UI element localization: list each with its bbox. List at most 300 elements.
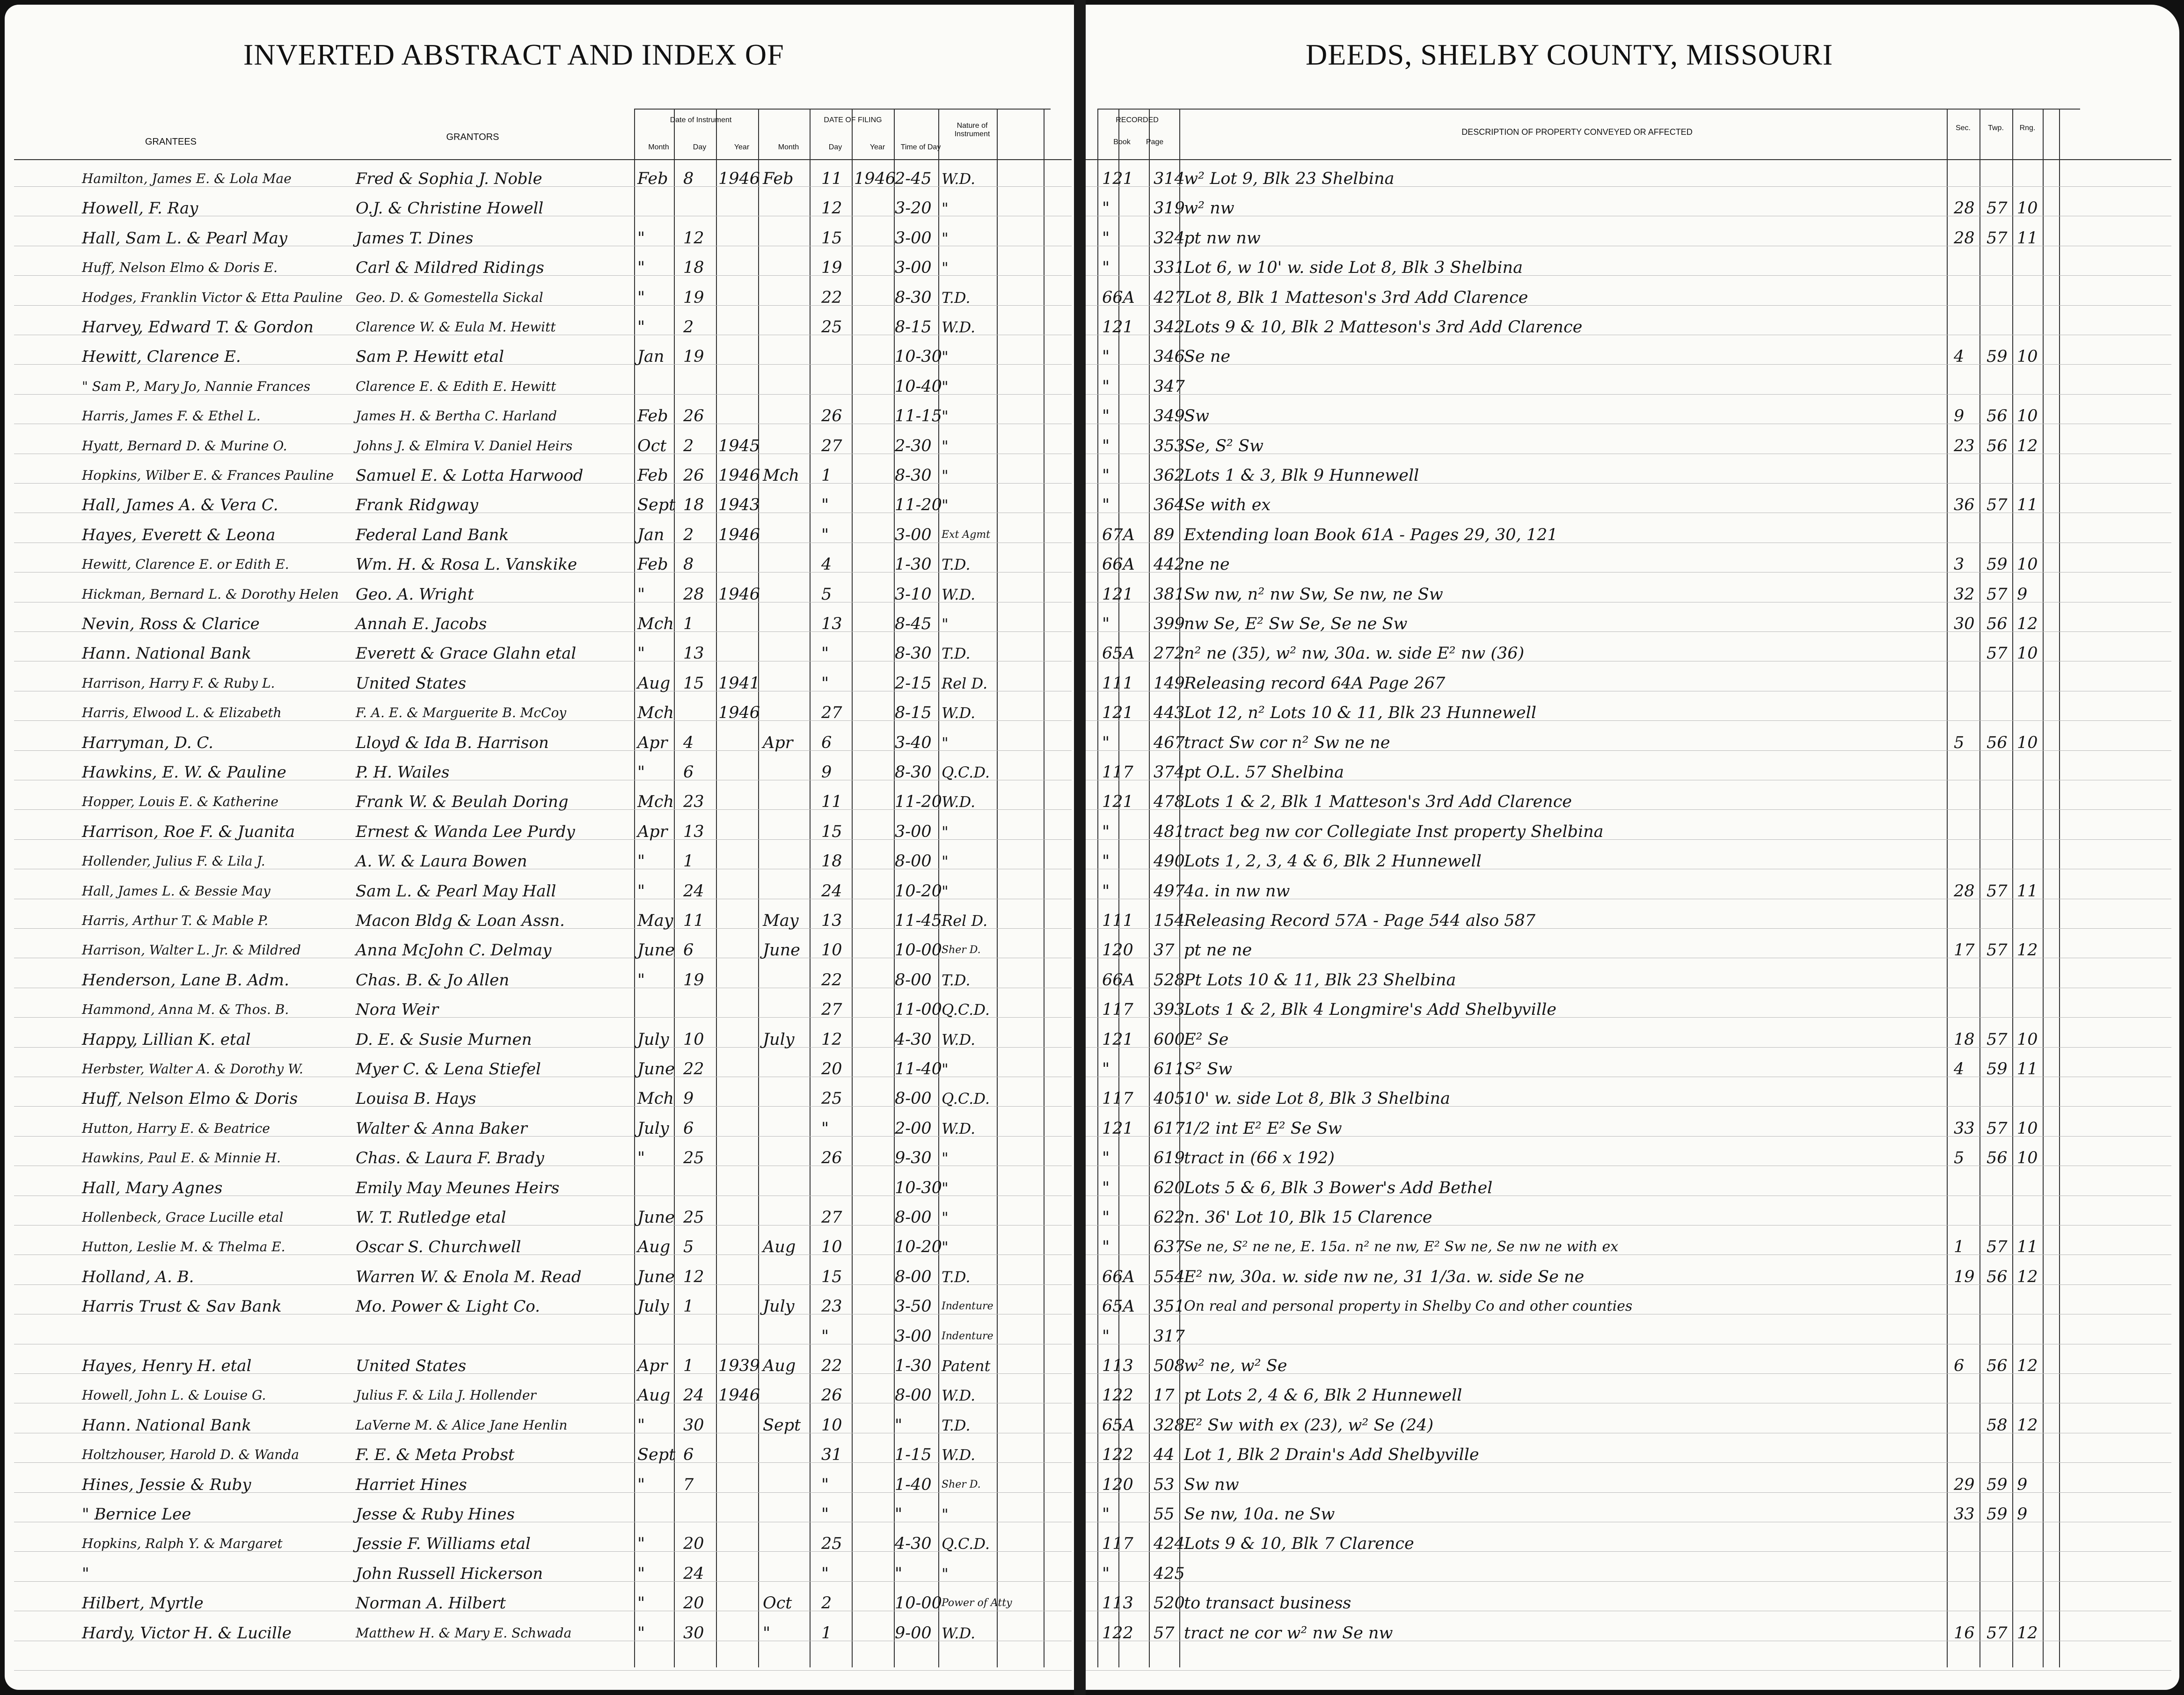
cell-instrument-month: Aug: [637, 1386, 671, 1405]
header-year-2: Year: [869, 143, 885, 151]
cell-filing-time: ": [895, 1505, 903, 1524]
cell-instrument-day: 30: [683, 1416, 704, 1435]
cell-filing-time: 8-45: [895, 615, 932, 633]
header-time-of-day: Time of Day: [900, 143, 941, 151]
cell-filing-time: 11-45: [895, 911, 942, 930]
cell-record-book: ": [1102, 822, 1110, 841]
cell-section: 19: [1954, 1267, 1975, 1286]
cell-range: 9: [2017, 585, 2028, 604]
cell-grantor: Frank W. & Beulah Doring: [356, 792, 569, 812]
cell-description: Sw: [1184, 407, 1209, 426]
cell-range: 11: [2017, 881, 2038, 901]
cell-filing-time: 8-30: [895, 763, 932, 782]
cell-description: Se nw, 10a. ne Sw: [1184, 1505, 1335, 1524]
cell-record-page: 619: [1154, 1149, 1185, 1168]
cell-description: ne ne: [1184, 555, 1230, 574]
cell-township: 57: [1987, 644, 2008, 663]
cell-instrument-nature: T.D.: [942, 556, 971, 574]
cell-record-book: 121: [1102, 1119, 1133, 1138]
cell-filing-day: 27: [821, 1208, 842, 1227]
cell-range: 10: [2017, 347, 2038, 367]
cell-description: pt O.L. 57 Shelbina: [1184, 763, 1344, 782]
cell-grantee: Hewitt, Clarence E. or Edith E.: [82, 557, 289, 572]
cell-record-book: ": [1102, 881, 1110, 901]
cell-instrument-nature: ": [942, 1505, 949, 1523]
cell-description: to transact business: [1184, 1594, 1351, 1613]
cell-instrument-month: June: [637, 941, 675, 960]
cell-instrument-year: 1946: [718, 704, 760, 723]
cell-instrument-nature: ": [942, 348, 949, 366]
cell-filing-day: 6: [821, 733, 832, 752]
cell-filing-time: 3-00: [895, 822, 932, 841]
cell-filing-day: 23: [821, 1297, 842, 1316]
cell-instrument-month: ": [637, 852, 645, 871]
cell-instrument-year: 1946: [718, 169, 760, 188]
book-gutter: [1074, 0, 1086, 1695]
cell-filing-time: 3-10: [895, 585, 932, 604]
cell-description: Se with ex: [1184, 496, 1271, 515]
cell-filing-day: 10: [821, 1238, 842, 1257]
header-sec: Sec.: [1955, 124, 1971, 132]
cell-filing-time: 1-30: [895, 555, 932, 574]
cell-filing-time: 11-40: [895, 1060, 942, 1079]
cell-record-book: ": [1102, 852, 1110, 871]
cell-filing-day: 26: [821, 407, 842, 426]
cell-instrument-month: Mch: [637, 615, 674, 633]
cell-range: 9: [2017, 1475, 2028, 1494]
cell-filing-time: 8-30: [895, 288, 932, 307]
cell-instrument-month: ": [637, 318, 645, 337]
cell-filing-time: 3-00: [895, 525, 932, 544]
cell-instrument-month: ": [637, 585, 645, 604]
cell-instrument-month: Jan: [637, 347, 665, 367]
cell-filing-day: 27: [821, 1000, 842, 1020]
cell-instrument-nature: ": [942, 407, 949, 426]
cell-record-book: ": [1102, 1060, 1110, 1079]
cell-description: w² ne, w² Se: [1184, 1357, 1287, 1375]
cell-record-book: 122: [1102, 1446, 1133, 1465]
cell-description: Lots 9 & 10, Blk 2 Matteson's 3rd Add Clarence: [1184, 318, 1583, 337]
cell-section: 23: [1954, 436, 1975, 455]
cell-instrument-nature: W.D.: [942, 1119, 976, 1137]
cell-instrument-day: 6: [683, 1446, 694, 1465]
cell-description: tract Sw cor n² Sw ne ne: [1184, 733, 1390, 752]
cell-filing-time: 11-20: [895, 496, 942, 515]
cell-grantee: Harrison, Harry F. & Ruby L.: [82, 675, 275, 691]
cell-grantee: Hutton, Leslie M. & Thelma E.: [82, 1239, 285, 1255]
right-column-rule: [1979, 109, 1980, 1667]
cell-description: Releasing Record 57A - Page 544 also 587: [1184, 911, 1535, 930]
cell-grantee: Hyatt, Bernard D. & Murine O.: [82, 438, 287, 454]
cell-description: Extending loan Book 61A - Pages 29, 30, 121: [1184, 525, 1558, 544]
cell-instrument-day: 2: [683, 525, 694, 544]
cell-record-book: 66A: [1102, 1267, 1135, 1286]
right-column-rule: [1097, 109, 1098, 1667]
cell-filing-day: 2: [821, 1594, 832, 1613]
cell-range: 10: [2017, 1149, 2038, 1168]
cell-filing-year: 1946: [854, 169, 896, 188]
cell-instrument-nature: ": [942, 852, 949, 871]
header-rng: Rng.: [2019, 124, 2036, 132]
cell-description: w² nw: [1184, 199, 1234, 218]
cell-description: Lots 1, 2, 3, 4 & 6, Blk 2 Hunnewell: [1184, 852, 1482, 871]
cell-record-page: 481: [1154, 822, 1185, 841]
cell-record-page: 399: [1154, 615, 1185, 633]
cell-section: 4: [1954, 1060, 1965, 1079]
cell-instrument-day: 13: [683, 822, 704, 841]
cell-instrument-day: 19: [683, 347, 704, 367]
cell-section: 36: [1954, 496, 1975, 515]
left-column-rule: [758, 109, 759, 1667]
cell-grantor: A. W. & Laura Bowen: [356, 852, 527, 871]
right-column-rule: [2059, 109, 2060, 1667]
cell-record-page: 520: [1154, 1594, 1185, 1613]
cell-instrument-day: 9: [683, 1089, 694, 1108]
cell-description: n. 36' Lot 10, Blk 15 Clarence: [1184, 1208, 1432, 1227]
cell-description: S² Sw: [1184, 1060, 1233, 1079]
cell-record-book: 117: [1102, 763, 1133, 782]
cell-description: Lots 1 & 3, Blk 9 Hunnewell: [1184, 466, 1419, 485]
right-page: [1086, 5, 2179, 1690]
cell-instrument-day: 24: [683, 1564, 704, 1583]
header-day-1: Day: [693, 143, 707, 151]
cell-instrument-month: Aug: [637, 1238, 671, 1257]
cell-range: 10: [2017, 407, 2038, 426]
cell-instrument-day: 6: [683, 1119, 694, 1138]
cell-instrument-nature: T.D.: [942, 971, 971, 989]
cell-record-book: ": [1102, 1149, 1110, 1168]
cell-filing-month: Feb: [763, 169, 794, 188]
cell-filing-day: ": [821, 644, 829, 663]
cell-grantee: Herbster, Walter A. & Dorothy W.: [82, 1061, 303, 1077]
cell-record-book: ": [1102, 199, 1110, 218]
cell-grantor: Carl & Mildred Ridings: [356, 258, 544, 278]
cell-filing-month: Aug: [763, 1357, 796, 1375]
cell-township: 56: [1987, 733, 2008, 752]
cell-record-page: 342: [1154, 318, 1185, 337]
cell-grantee: Hutton, Harry E. & Beatrice: [82, 1120, 270, 1136]
cell-description: 1/2 int E² E² Se Sw: [1184, 1119, 1342, 1138]
cell-grantee: Hewitt, Clarence E.: [82, 347, 241, 367]
cell-filing-day: 15: [821, 822, 842, 841]
cell-instrument-day: 20: [683, 1594, 704, 1613]
cell-instrument-month: June: [637, 1060, 675, 1079]
cell-record-page: 331: [1154, 258, 1185, 278]
cell-instrument-nature: ": [942, 496, 949, 514]
cell-instrument-month: ": [637, 763, 645, 782]
cell-grantee: Harrison, Roe F. & Juanita: [82, 822, 295, 841]
cell-record-page: 347: [1154, 377, 1185, 396]
cell-instrument-nature: W.D.: [942, 1624, 976, 1642]
cell-record-book: ": [1102, 1327, 1110, 1346]
cell-instrument-nature: Rel D.: [942, 912, 988, 930]
cell-instrument-day: 12: [683, 228, 704, 248]
cell-filing-day: 13: [821, 615, 842, 633]
cell-grantee: Hawkins, E. W. & Pauline: [82, 763, 286, 782]
cell-township: 57: [1987, 881, 2008, 901]
cell-grantee: Hawkins, Paul E. & Minnie H.: [82, 1150, 281, 1166]
header-recorded: RECORDED: [1116, 116, 1159, 124]
cell-record-book: ": [1102, 347, 1110, 367]
cell-instrument-month: ": [637, 288, 645, 307]
cell-grantor: W. T. Rutledge etal: [356, 1208, 506, 1227]
cell-section: 9: [1954, 407, 1965, 426]
cell-instrument-nature: Sher D.: [942, 1478, 981, 1490]
cell-description: Lots 1 & 2, Blk 4 Longmire's Add Shelbyville: [1184, 1000, 1556, 1020]
cell-instrument-nature: W.D.: [942, 1387, 976, 1405]
cell-range: 11: [2017, 496, 2038, 515]
cell-filing-day: 22: [821, 288, 842, 307]
cell-instrument-month: ": [637, 258, 645, 278]
cell-grantee: Huff, Nelson Elmo & Doris E.: [82, 260, 278, 276]
cell-filing-day: 11: [821, 792, 842, 812]
cell-grantee: Hall, James A. & Vera C.: [82, 496, 278, 515]
cell-filing-time: ": [895, 1564, 903, 1583]
cell-record-page: 328: [1154, 1416, 1185, 1435]
cell-filing-time: 1-30: [895, 1357, 932, 1375]
cell-instrument-nature: T.D.: [942, 288, 971, 307]
right-row-rule: [1086, 1047, 2171, 1048]
cell-grantee: Howell, John L. & Louise G.: [82, 1387, 266, 1403]
cell-filing-time: 8-00: [895, 1267, 932, 1286]
cell-filing-time: 1-15: [895, 1446, 932, 1465]
cell-filing-time: 10-30: [895, 347, 942, 367]
right-column-rule: [1947, 109, 1948, 1667]
cell-instrument-nature: T.D.: [942, 1268, 971, 1286]
cell-filing-month: ": [763, 1623, 771, 1643]
cell-filing-time: 8-15: [895, 318, 932, 337]
cell-range: 12: [2017, 941, 2038, 960]
cell-grantee: Hammond, Anna M. & Thos. B.: [82, 1002, 289, 1018]
cell-range: 11: [2017, 1060, 2038, 1079]
cell-record-book: 66A: [1102, 288, 1135, 307]
cell-instrument-nature: ": [942, 229, 949, 247]
cell-record-page: 443: [1154, 704, 1185, 723]
cell-record-page: 442: [1154, 555, 1185, 574]
header-month-2: Month: [778, 143, 799, 151]
cell-record-page: 349: [1154, 407, 1185, 426]
cell-record-book: ": [1102, 1505, 1110, 1524]
cell-instrument-day: 24: [683, 1386, 704, 1405]
cell-description: Lot 1, Blk 2 Drain's Add Shelbyville: [1184, 1446, 1479, 1465]
cell-grantor: United States: [356, 674, 467, 693]
cell-grantor: Fred & Sophia J. Noble: [356, 169, 542, 188]
cell-record-page: 149: [1154, 674, 1185, 693]
cell-record-page: 620: [1154, 1178, 1185, 1197]
cell-instrument-month: June: [637, 1267, 675, 1286]
header-nature-of-instrument: Nature of Instrument: [954, 122, 990, 138]
cell-record-page: 508: [1154, 1357, 1185, 1375]
cell-filing-day: 31: [821, 1446, 842, 1465]
cell-record-book: ": [1102, 733, 1110, 752]
header-grantors: GRANTORS: [446, 132, 499, 142]
cell-instrument-day: 8: [683, 555, 694, 574]
cell-instrument-month: Mch: [637, 792, 674, 812]
cell-instrument-month: ": [637, 1564, 645, 1583]
cell-description: pt nw nw: [1184, 228, 1261, 248]
cell-instrument-month: Apr: [637, 733, 668, 752]
cell-township: 59: [1987, 347, 2008, 367]
cell-grantor: Johns J. & Elmira V. Daniel Heirs: [356, 438, 573, 454]
header-grantees: GRANTEES: [145, 137, 197, 147]
cell-instrument-nature: ": [942, 1060, 949, 1078]
cell-filing-day: 24: [821, 881, 842, 901]
cell-record-book: 117: [1102, 1089, 1133, 1108]
cell-grantor: James H. & Bertha C. Harland: [356, 408, 557, 424]
cell-township: 59: [1987, 1505, 2008, 1524]
cell-instrument-month: Mch: [637, 704, 674, 723]
cell-filing-time: ": [895, 1416, 903, 1435]
cell-instrument-month: Feb: [637, 407, 668, 426]
cell-range: 10: [2017, 1119, 2038, 1138]
cell-instrument-month: ": [637, 644, 645, 663]
cell-grantee: Hopper, Louis E. & Katherine: [82, 794, 278, 810]
cell-record-book: ": [1102, 1208, 1110, 1227]
cell-instrument-nature: Q.C.D.: [942, 1535, 990, 1553]
cell-grantor: O.J. & Christine Howell: [356, 199, 544, 218]
cell-filing-day: 15: [821, 228, 842, 248]
right-column-rule: [2012, 109, 2013, 1667]
cell-section: 17: [1954, 941, 1975, 960]
cell-record-book: 113: [1102, 1357, 1133, 1375]
cell-record-book: ": [1102, 1238, 1110, 1257]
cell-township: 56: [1987, 407, 2008, 426]
cell-township: 57: [1987, 1238, 2008, 1257]
left-column-rule: [674, 109, 675, 1667]
cell-instrument-nature: ": [942, 199, 949, 218]
cell-record-page: 53: [1154, 1475, 1175, 1494]
cell-instrument-day: 4: [683, 733, 694, 752]
cell-grantee: Harrison, Walter L. Jr. & Mildred: [82, 942, 301, 958]
cell-grantee: Howell, F. Ray: [82, 199, 198, 218]
cell-grantee: Henderson, Lane B. Adm.: [82, 970, 289, 990]
cell-record-page: 381: [1154, 585, 1185, 604]
cell-grantor: Federal Land Bank: [356, 525, 509, 544]
cell-grantor: P. H. Wailes: [356, 763, 450, 782]
left-header-rule: [14, 159, 1072, 160]
cell-instrument-nature: ": [942, 1209, 949, 1226]
cell-filing-day: ": [821, 1564, 829, 1583]
cell-grantor: John Russell Hickerson: [356, 1564, 543, 1583]
cell-description: Se ne: [1184, 347, 1231, 367]
cell-description: E² nw, 30a. w. side nw ne, 31 1/3a. w. side Se ne: [1184, 1267, 1585, 1286]
cell-description: w² Lot 9, Blk 23 Shelbina: [1184, 169, 1395, 188]
header-month-1: Month: [648, 143, 669, 151]
page-title-left: INVERTED ABSTRACT AND INDEX OF: [243, 38, 784, 71]
cell-instrument-day: 22: [683, 1060, 704, 1079]
cell-section: 5: [1954, 1149, 1965, 1168]
cell-instrument-day: 10: [683, 1030, 704, 1049]
cell-instrument-nature: Q.C.D.: [942, 763, 990, 781]
header-description: DESCRIPTION OF PROPERTY CONVEYED OR AFFECTED: [1461, 127, 1693, 137]
cell-description: Sw nw: [1184, 1475, 1239, 1494]
cell-instrument-day: 18: [683, 258, 704, 278]
cell-grantee: Hodges, Franklin Victor & Etta Pauline: [82, 289, 343, 305]
cell-township: 59: [1987, 555, 2008, 574]
cell-filing-day: 27: [821, 704, 842, 723]
cell-filing-time: 9-00: [895, 1623, 932, 1643]
cell-section: 33: [1954, 1505, 1975, 1524]
cell-range: 10: [2017, 555, 2038, 574]
cell-filing-day: 22: [821, 1357, 842, 1375]
cell-filing-day: 27: [821, 436, 842, 455]
cell-record-book: ": [1102, 1564, 1110, 1583]
cell-record-page: 425: [1154, 1564, 1185, 1583]
cell-description: tract ne cor w² nw Se nw: [1184, 1623, 1393, 1643]
cell-filing-month: June: [763, 941, 800, 960]
cell-record-page: 89: [1154, 525, 1175, 544]
cell-grantor: Clarence W. & Eula M. Hewitt: [356, 319, 556, 335]
cell-instrument-year: 1943: [718, 496, 760, 515]
cell-filing-day: 12: [821, 199, 842, 218]
cell-filing-day: 5: [821, 585, 832, 604]
cell-grantor: Jesse & Ruby Hines: [356, 1505, 515, 1524]
header-date-of-filing: DATE OF FILING: [824, 116, 882, 124]
left-column-rule: [852, 109, 853, 1667]
cell-instrument-nature: Power of Atty: [942, 1597, 1012, 1609]
left-row-rule: [14, 1670, 1072, 1671]
header-twp: Twp.: [1988, 124, 2004, 132]
cell-instrument-month: Apr: [637, 1357, 668, 1375]
left-column-rule: [716, 109, 717, 1667]
cell-instrument-day: 15: [683, 674, 704, 693]
cell-instrument-day: 25: [683, 1208, 704, 1227]
cell-instrument-month: ": [637, 1416, 645, 1435]
cell-record-book: 65A: [1102, 1416, 1135, 1435]
cell-grantor: Ernest & Wanda Lee Purdy: [356, 822, 575, 841]
cell-instrument-day: 7: [683, 1475, 694, 1494]
cell-instrument-year: 1946: [718, 1386, 760, 1405]
cell-instrument-nature: ": [942, 1564, 949, 1583]
cell-instrument-month: ": [637, 1594, 645, 1613]
cell-description: E² Se: [1184, 1030, 1229, 1049]
cell-instrument-day: 13: [683, 644, 704, 663]
cell-record-book: ": [1102, 377, 1110, 396]
cell-section: 28: [1954, 199, 1975, 218]
cell-instrument-month: ": [637, 228, 645, 248]
cell-instrument-nature: ": [942, 882, 949, 900]
cell-filing-time: 2-45: [895, 169, 932, 188]
cell-range: 11: [2017, 1238, 2038, 1257]
cell-record-page: 617: [1154, 1119, 1185, 1138]
cell-range: 12: [2017, 1623, 2038, 1643]
cell-range: 10: [2017, 644, 2038, 663]
cell-filing-day: 10: [821, 1416, 842, 1435]
cell-range: 12: [2017, 1416, 2038, 1435]
cell-instrument-nature: ": [942, 1238, 949, 1256]
cell-filing-time: 3-00: [895, 228, 932, 248]
header-book: Book: [1113, 138, 1131, 146]
cell-record-page: 57: [1154, 1623, 1175, 1643]
cell-record-book: ": [1102, 258, 1110, 278]
cell-description: 10' w. side Lot 8, Blk 3 Shelbina: [1184, 1089, 1450, 1108]
cell-township: 57: [1987, 1623, 2008, 1643]
cell-description: Releasing record 64A Page 267: [1184, 674, 1446, 693]
cell-filing-time: 8-00: [895, 970, 932, 990]
cell-grantee: Hollender, Julius F. & Lila J.: [82, 853, 265, 869]
cell-township: 58: [1987, 1416, 2008, 1435]
cell-filing-time: 3-50: [895, 1297, 932, 1316]
cell-instrument-day: 20: [683, 1534, 704, 1554]
cell-instrument-year: 1946: [718, 585, 760, 604]
cell-instrument-nature: ": [942, 377, 949, 396]
cell-grantee: Harris, Arthur T. & Mable P.: [82, 913, 269, 928]
cell-instrument-nature: ": [942, 1179, 949, 1197]
cell-instrument-nature: W.D.: [942, 1030, 976, 1049]
cell-record-book: 121: [1102, 1030, 1133, 1049]
cell-filing-time: 11-15: [895, 407, 942, 426]
cell-record-page: 622: [1154, 1208, 1185, 1227]
